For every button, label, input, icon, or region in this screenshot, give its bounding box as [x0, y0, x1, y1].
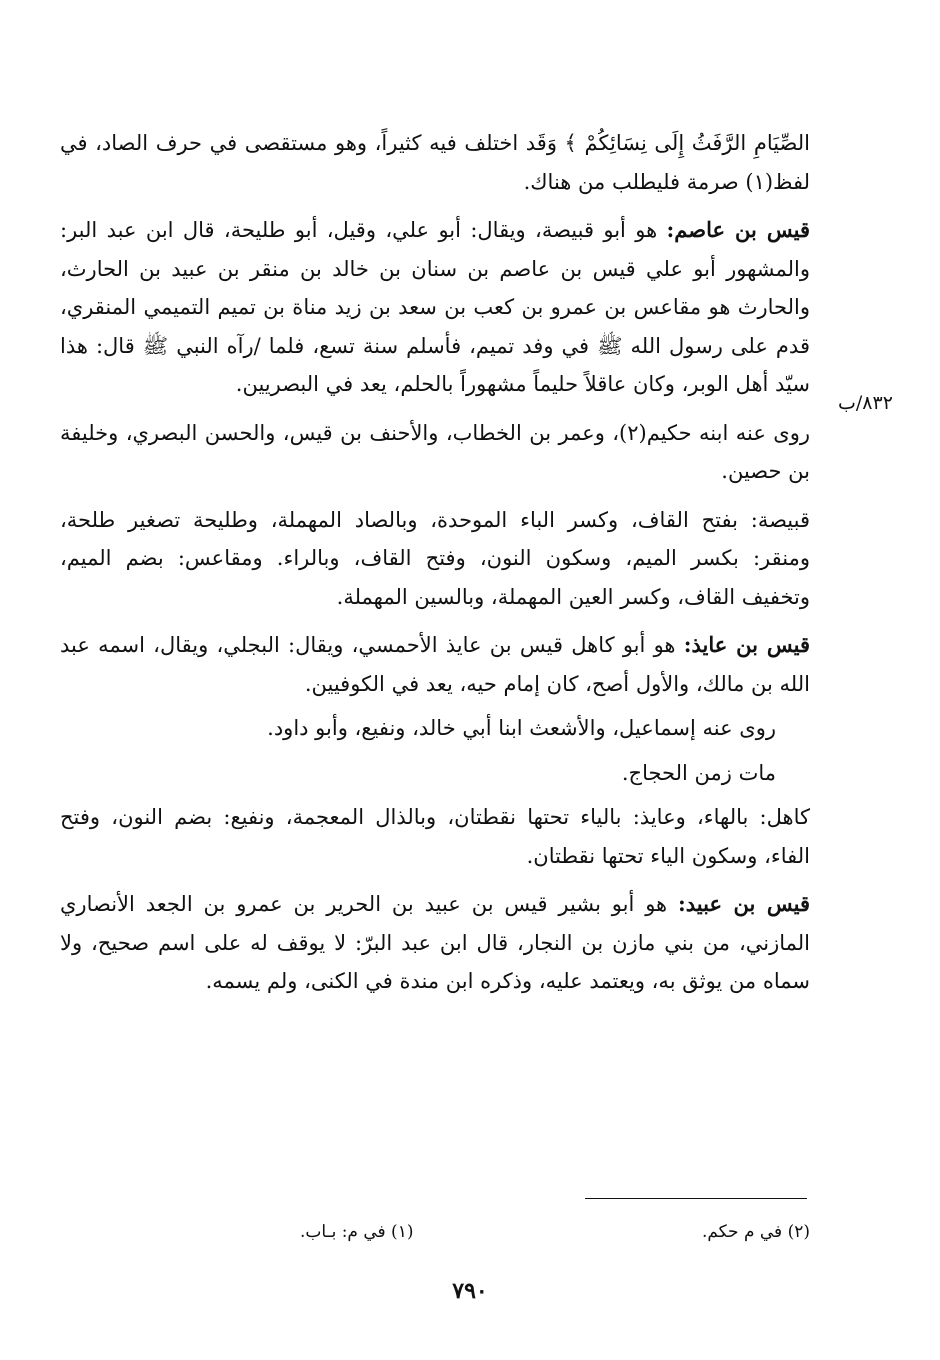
paragraph-text: كاهل: بالهاء، وعايذ: بالياء تحتها نقطتان، وبالذال المعجمة، ونفيع: بضم النون، وفتح الفاء، وسكون الياء تحتها نقطتان. — [60, 805, 810, 868]
paragraph-narrators — [60, 414, 810, 491]
paragraph-text: روى عنه ابنه حكيم(٢)، وعمر بن الخطاب، والأحنف بن قيس، والحسن البصري، وخليفة بن حصين. — [60, 420, 810, 483]
footnote-2: (٢) في م حكم. — [701, 1222, 810, 1242]
entry-headword: قيس بن عاصم: — [666, 217, 811, 242]
paragraph-narrators — [60, 709, 810, 748]
paragraph-text: روى عنه إسماعيل، والأشعث ابنا أبي خالد، ونفيع، وأبو داود. — [267, 716, 776, 740]
footnote-separator — [585, 1198, 807, 1199]
entry-text: هو أبو كاهل قيس بن عايذ الأحمسي، ويقال: البجلي، ويقال، اسمه عبد الله بن مالك، والأول أصح، كان إمام حيه، يعد في الكوفيين. — [60, 633, 810, 696]
main-text — [60, 124, 810, 1011]
paragraph-text: مات زمن الحجاج. — [621, 760, 776, 785]
entry-text: هو أبو قبيصة، ويقال: أبو علي، وقيل، أبو طليحة، قال ابن عبد البر: والمشهور أبو علي قيس بن عاصم بن سنان بن خالد بن منقر بن عبيد بن الحارث، والحارث هو مقاعس بن عمرو بن كعب بن سعد بن زيد مناة بن تميم التميمي المنقري، قدم على رسول الله ﷺ في وفد تميم، فأسلم سنة تسع، فلما /رآه النبي ﷺ قال: هذا سيّد أهل الوبر، وكان عاقلاً حليماً مشهوراً بالحلم، يعد في البصريين. — [60, 218, 810, 396]
footnotes — [300, 1222, 810, 1242]
entry-text: هو أبو بشير قيس بن عبيد بن الحرير بن عمرو بن الجعد الأنصاري المازني، من بني مازن بن النجار، قال ابن عبد البرّ: لا يوقف له على اسم صحيح، ولا سماه من يوثق به، ويعتمد عليه، وذكره ابن مندة في الكنى، ولم يسمه. — [60, 892, 810, 993]
footnote-1: (١) في م: بـاب. — [300, 1222, 414, 1242]
paragraph-continuation — [60, 124, 810, 201]
manuscript-folio-marker: ٨٣٢/ب — [838, 392, 893, 414]
entry-qays-ibn-aidh — [60, 626, 810, 703]
page-number: ٧٩٠ — [452, 1278, 488, 1304]
entry-headword: قيس بن عايذ: — [683, 632, 810, 657]
paragraph-orthography — [60, 501, 810, 617]
entry-qays-ibn-ubayd — [60, 885, 810, 1001]
paragraph-text: قبيصة: بفتح القاف، وكسر الباء الموحدة، وبالصاد المهملة، وطليحة تصغير طلحة، ومنقر: بكسر الميم، وسكون النون، وفتح القاف، وبالراء. ومقاعس: بضم الميم، وتخفيف القاف، وكسر العين المهملة، وبالسين المهملة. — [60, 507, 810, 609]
paragraph-death — [60, 754, 810, 793]
paragraph-text: الصِّيَامِ الرَّفَثُ إِلَى نِسَائِكُمْ ﴾ وَقَد اختلف فيه كثيراً، وهو مستقصى في حرف الصاد، في لفظ(١) صرمة فليطلب من هناك. — [60, 131, 810, 194]
paragraph-orthography — [60, 798, 810, 875]
entry-qays-ibn-asim — [60, 211, 810, 404]
entry-headword: قيس بن عبيد: — [678, 891, 810, 916]
